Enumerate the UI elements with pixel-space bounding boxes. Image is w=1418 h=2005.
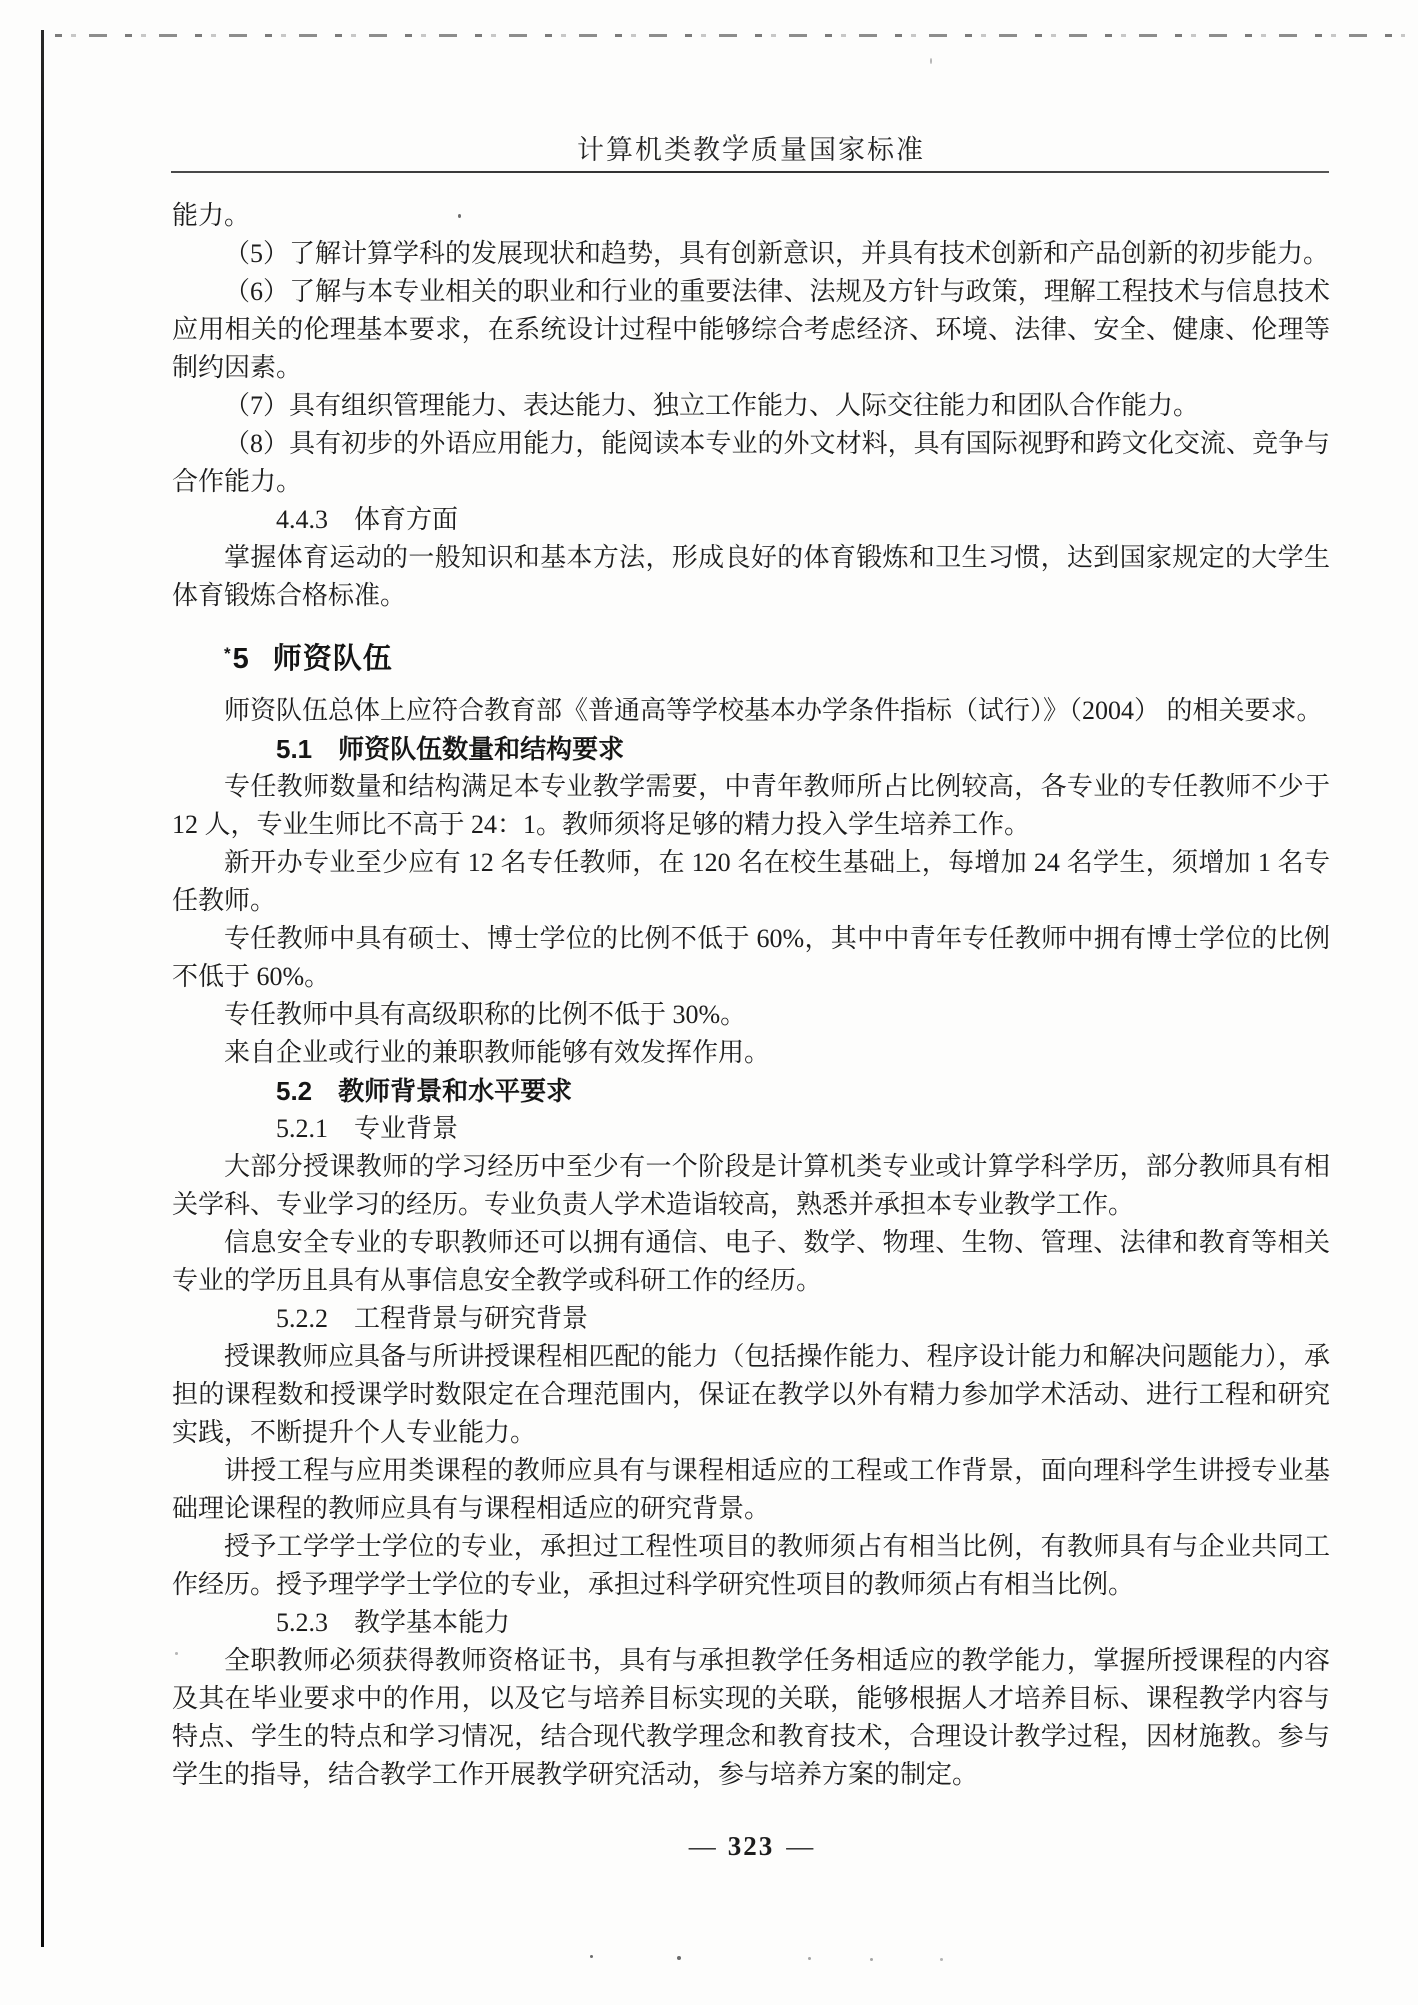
paragraph-faculty-overall: 师资队伍总体上应符合教育部《普通高等学校基本办学条件指标（试行）》（2004） 的相关要求。 [224,696,1323,725]
paragraph-item-8: （8）具有初步的外语应用能力，能阅读本专业的外文材料，具有国际视野和跨文化交流、竞争与合作能力。 [172,429,1330,496]
paragraph-tail: 能力。 [172,201,251,230]
heading-asterisk: * [224,644,231,663]
scan-speck [870,1958,873,1961]
paragraph-item-5: （5）了解计算学科的发展现状和趋势，具有创新意识，并具有技术创新和产品创新的初步能力。 [224,239,1330,268]
header-rule [171,171,1329,173]
heading-5-2: 5.2 教师背景和水平要求 [276,1076,573,1106]
paragraph-engineering-background: 讲授工程与应用类课程的教师应具有与课程相适应的工程或工作背景，面向理科学生讲授专业基础理论课程的教师应具有与课程相适应的研究背景。 [172,1456,1330,1523]
paragraph-senior-title-ratio: 专任教师中具有高级职称的比例不低于 30%。 [224,1000,747,1029]
page-number-dash-left: — [688,1831,716,1861]
page-number-value: 323 [727,1831,775,1861]
document-body [172,197,1330,1794]
heading-5-2-3: 5.2.3 教学基本能力 [276,1608,511,1637]
paragraph-degree-ratio: 专任教师中具有硕士、博士学位的比例不低于 60%，其中中青年专任教师中拥有博士学位的比例不低于 60%。 [172,924,1330,991]
heading-5-2-2: 5.2.2 工程背景与研究背景 [276,1304,589,1333]
heading-4-4-3: 4.4.3 体育方面 [276,505,459,534]
scan-speck [590,1955,593,1958]
heading-title: 师资队伍 [272,643,393,675]
heading-number: 5 [232,643,249,675]
scan-speck [677,1956,681,1960]
scan-speck [930,58,932,64]
paragraph-item-6: （6）了解与本专业相关的职业和行业的重要法律、法规及方针与政策，理解工程技术与信息技术应用相关的伦理基本要求，在系统设计过程中能够综合考虑经济、环境、法律、安全、健康、伦理等制约因素。 [172,277,1330,382]
paragraph-professional-background: 大部分授课教师的学习经历中至少有一个阶段是计算机类专业或计算学科学历，部分教师具有相关学科、专业学习的经历。专业负责人学术造诣较高，熟悉并承担本专业教学工作。 [172,1152,1330,1219]
running-header-title: 计算机类教学质量国家标准 [577,135,925,165]
page-number-dash-right: — [786,1831,814,1861]
scan-dashed-line [55,34,1405,37]
heading-section-5 [172,634,1330,679]
paragraph-item-7: （7）具有组织管理能力、表达能力、独立工作能力、人际交往能力和团队合作能力。 [224,391,1200,420]
scan-speck [940,1958,943,1961]
scan-speck [808,1957,811,1960]
paragraph-faculty-size: 专任教师数量和结构满足本专业教学需要，中青年教师所占比例较高，各专业的专任教师不少于 12 人，专业生师比不高于 24：1。教师须将足够的精力投入学生培养工作。 [172,772,1330,839]
heading-5-2-1: 5.2.1 专业背景 [276,1114,459,1143]
paragraph-degree-programs: 授予工学学士学位的专业，承担过工程性项目的教师须占有相当比例，有教师具有与企业共同工作经历。授予理学学士学位的专业，承担过科学研究性项目的教师须占有相当比例。 [172,1532,1330,1599]
paragraph-sports: 掌握体育运动的一般知识和基本方法，形成良好的体育锻炼和卫生习惯，达到国家规定的大学生体育锻炼合格标准。 [172,543,1330,610]
page-number [172,1831,1330,1862]
paragraph-teaching-basics: 全职教师必须获得教师资格证书，具有与承担教学任务相适应的教学能力，掌握所授课程的内容及其在毕业要求中的作用，以及它与培养目标实现的关联，能够根据人才培养目标、课程教学内容与特点、学生的特点和学习情况，结合现代教学理念和教育技术，合理设计教学过程，因材施教。参与学生的指导，结合教学工作开展教学研究活动，参与培养方案的制定。 [172,1646,1330,1789]
paragraph-teaching-capability: 授课教师应具备与所讲授课程相匹配的能力（包括操作能力、程序设计能力和解决问题能力），承担的课程数和授课学时数限定在合理范围内，保证在教学以外有精力参加学术活动、进行工程和研究实践，不断提升个人专业能力。 [172,1342,1330,1447]
paragraph-infosec-teachers: 信息安全专业的专职教师还可以拥有通信、电子、数学、物理、生物、管理、法律和教育等相关专业的学历且具有从事信息安全教学或科研工作的经历。 [172,1228,1330,1295]
scan-edge-line [41,30,44,1947]
heading-5-1: 5.1 师资队伍数量和结构要求 [276,734,625,764]
paragraph-new-program: 新开办专业至少应有 12 名专任教师，在 120 名在校生基础上，每增加 24 名学生，须增加 1 名专任教师。 [172,848,1330,915]
paragraph-industry-teachers: 来自企业或行业的兼职教师能够有效发挥作用。 [224,1038,771,1067]
